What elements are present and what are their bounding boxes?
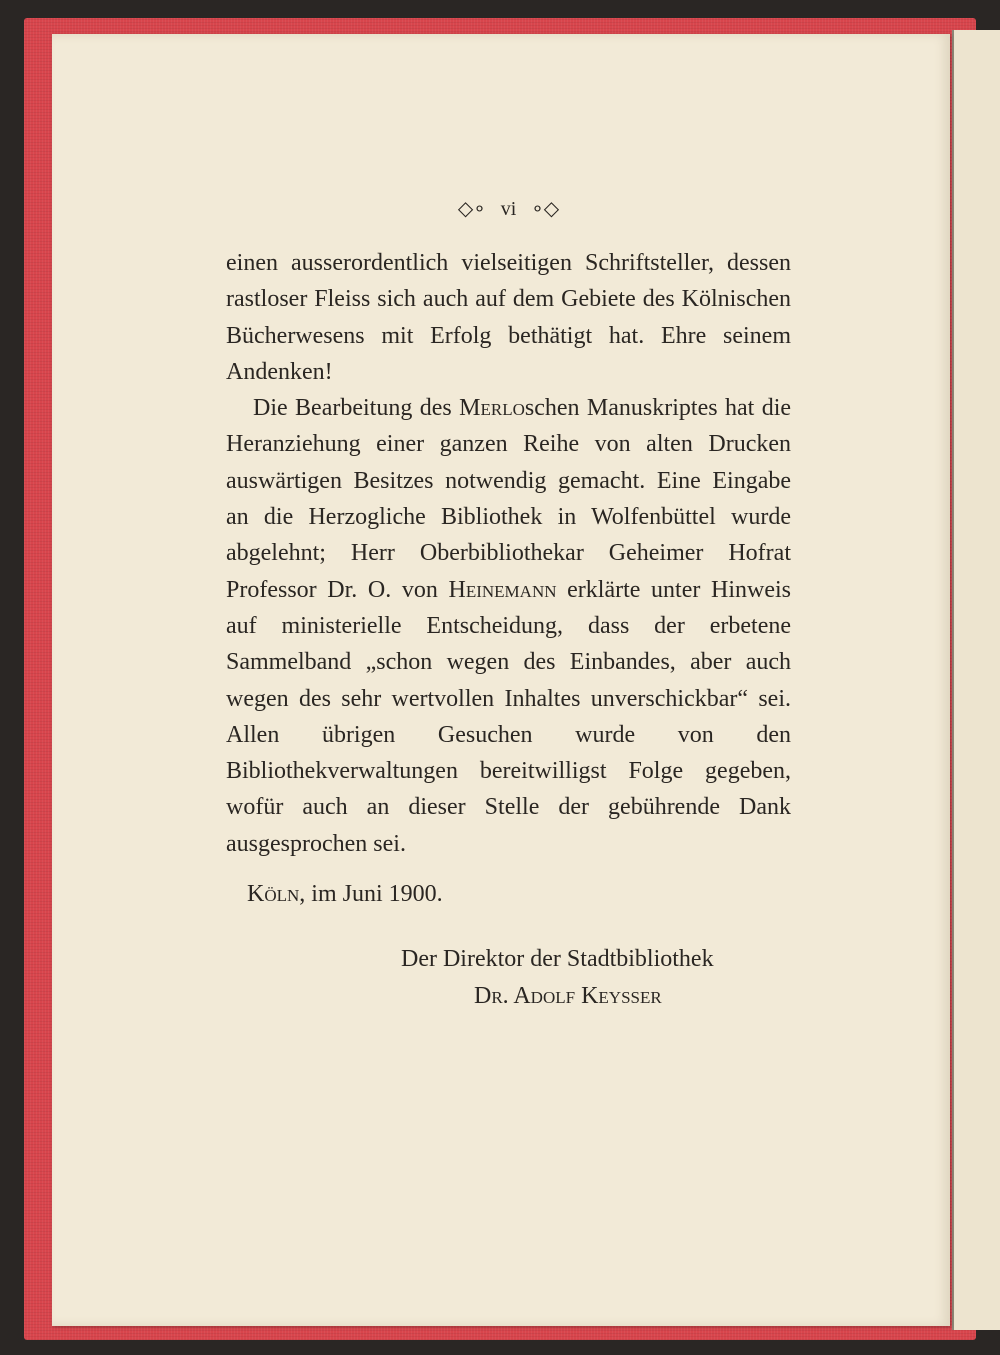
place-date	[226, 862, 791, 912]
paragraph-1: einen ausserordentlich vielseitigen Schriftsteller, dessen rastloser Fleiss sich auch auf dem Gebiete des Kölnischen Bücherwesens mit Erfolg bethätigt hat. Ehre seinem Andenken!	[226, 250, 791, 385]
facing-page-edge	[952, 30, 1000, 1330]
paragraph-2	[226, 390, 791, 862]
text-run: Die Bearbeitung des	[253, 395, 460, 422]
place-city: Köln	[247, 881, 300, 908]
ornament-right: ∘◇	[531, 198, 560, 220]
body-text	[226, 245, 791, 1014]
ornament-left: ◇∘	[457, 198, 486, 220]
text-run: erklärte unter Hinweis auf ministerielle Entscheidung, dass der erbetene Sammelband „schon wegen des Einbandes, aber auch wegen des sehr wertvollen Inhaltes unverschickbar“ sei. Allen übrigen Gesuchen wurde von den Bibliothekverwaltungen bereitwilligst Folge gegeben, wofür auch an dieser Stelle der gebührende Dank ausgesprochen sei.	[226, 576, 791, 857]
page-number: vi	[500, 198, 517, 220]
name-merlo: Merlo	[459, 395, 525, 422]
signature-block	[226, 912, 791, 1014]
signature-name: Dr. Adolf Keysser	[474, 982, 662, 1009]
date-text: , im Juni 1900.	[299, 881, 443, 908]
name-heinemann: Heinemann	[448, 576, 557, 603]
page-header	[226, 196, 791, 221]
text-run: schen Manuskriptes hat die Heranziehung einer ganzen Reihe von alten Drucken auswärtigen Besitzes notwendig gemacht. Eine Eingabe an die Herzogliche Bibliothek in Wolfenbüttel wurde abgelehnt; Herr Oberbibliothekar Geheimer Hofrat Professor Dr. O. von	[226, 395, 792, 603]
signature-title: Der Direktor der Stadtbibliothek	[401, 946, 714, 973]
